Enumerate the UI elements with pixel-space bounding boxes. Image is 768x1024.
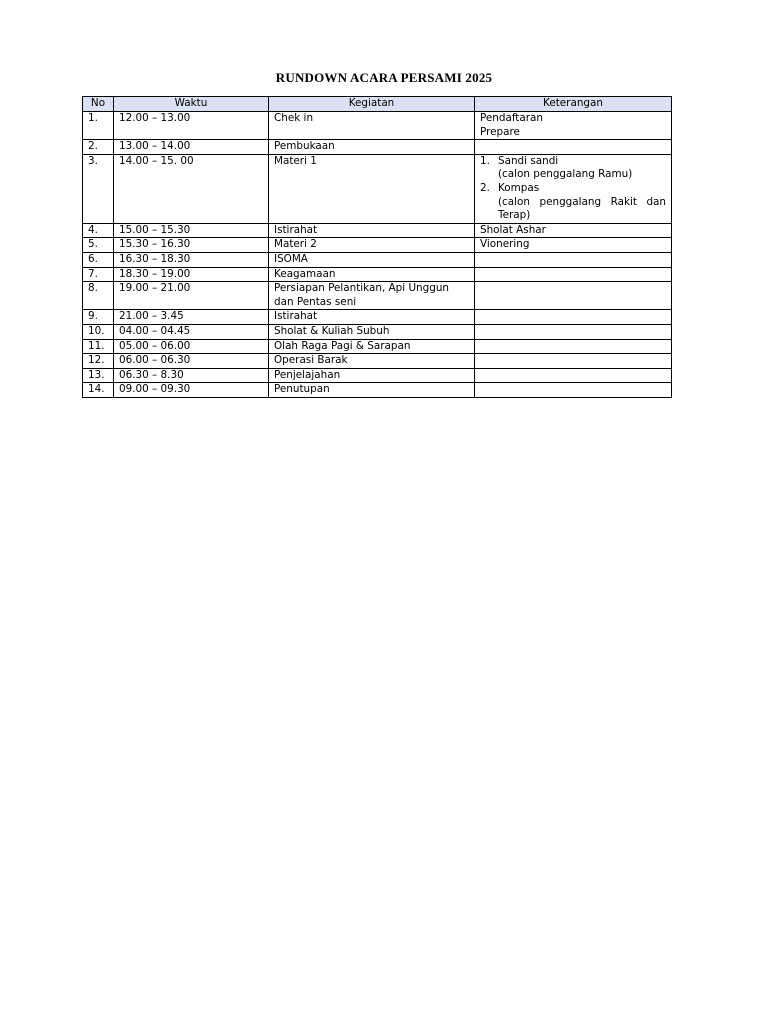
cell-keterangan — [475, 339, 672, 354]
cell-no: 12. — [83, 354, 114, 369]
keterangan-line: Sholat Ashar — [480, 223, 546, 236]
cell-kegiatan: Operasi Barak — [269, 354, 475, 369]
cell-keterangan — [475, 354, 672, 369]
list-number: 1. — [480, 154, 490, 167]
cell-kegiatan: Istirahat — [269, 310, 475, 325]
cell-waktu: 05.00 – 06.00 — [114, 339, 269, 354]
cell-kegiatan: Penjelajahan — [269, 368, 475, 383]
table-row — [83, 223, 672, 238]
table-row — [83, 238, 672, 253]
cell-no: 13. — [83, 368, 114, 383]
document-title: RUNDOWN ACARA PERSAMI 2025 — [275, 70, 493, 85]
cell-waktu: 13.00 – 14.00 — [114, 140, 269, 155]
table-row — [83, 282, 672, 310]
keterangan-line: Pendaftaran — [480, 112, 543, 124]
cell-kegiatan: Penutupan — [269, 383, 475, 398]
cell-waktu: 16.30 – 18.30 — [114, 252, 269, 267]
cell-keterangan — [475, 368, 672, 383]
cell-no: 7. — [83, 267, 114, 282]
header-keterangan: Keterangan — [475, 97, 672, 112]
list-number: 2. — [480, 181, 490, 194]
header-kegiatan: Kegiatan — [269, 97, 475, 112]
keterangan-list-item — [480, 182, 666, 223]
table-row — [83, 354, 672, 369]
cell-no: 11. — [83, 339, 114, 354]
cell-keterangan — [475, 383, 672, 398]
table-row — [83, 112, 672, 140]
cell-waktu: 06.00 – 06.30 — [114, 354, 269, 369]
cell-no: 5. — [83, 238, 114, 253]
cell-waktu: 04.00 – 04.45 — [114, 324, 269, 339]
list-item-note: (calon penggalang Ramu) — [498, 168, 633, 181]
rundown-table — [82, 96, 672, 398]
keterangan-list-item — [480, 155, 666, 182]
cell-no: 4. — [83, 223, 114, 238]
table-row — [83, 324, 672, 339]
table-row — [83, 154, 672, 223]
table-row — [83, 267, 672, 282]
cell-keterangan — [475, 324, 672, 339]
cell-keterangan — [475, 252, 672, 267]
table-header-row — [83, 97, 672, 112]
cell-kegiatan: Keagamaan — [269, 267, 475, 282]
table-row — [83, 310, 672, 325]
table-row — [83, 252, 672, 267]
cell-kegiatan: Pembukaan — [269, 140, 475, 155]
cell-keterangan — [475, 310, 672, 325]
list-item-title: Sandi sandi — [498, 154, 559, 167]
cell-keterangan — [475, 223, 672, 238]
list-item-title: Kompas — [498, 181, 540, 194]
header-no: No — [83, 97, 114, 112]
cell-no: 8. — [83, 282, 114, 310]
cell-kegiatan: Sholat & Kuliah Subuh — [269, 324, 475, 339]
cell-no: 3. — [83, 154, 114, 223]
cell-kegiatan: Olah Raga Pagi & Sarapan — [269, 339, 475, 354]
cell-no: 9. — [83, 310, 114, 325]
cell-kegiatan: ISOMA — [269, 252, 475, 267]
cell-no: 14. — [83, 383, 114, 398]
cell-no: 10. — [83, 324, 114, 339]
cell-kegiatan: Materi 2 — [269, 238, 475, 253]
cell-waktu: 19.00 – 21.00 — [114, 282, 269, 310]
cell-keterangan — [475, 154, 672, 223]
cell-no: 1. — [83, 112, 114, 140]
cell-waktu: 21.00 – 3.45 — [114, 310, 269, 325]
list-item-note: (calon penggalang Rakit dan Terap) — [498, 195, 666, 222]
cell-waktu: 14.00 – 15. 00 — [114, 154, 269, 223]
table-row — [83, 383, 672, 398]
keterangan-line: Prepare — [480, 125, 520, 138]
table-row — [83, 368, 672, 383]
keterangan-line: Vionering — [480, 238, 530, 251]
cell-waktu: 06.30 – 8.30 — [114, 368, 269, 383]
cell-kegiatan: Chek in — [269, 112, 475, 140]
cell-kegiatan: Istirahat — [269, 223, 475, 238]
cell-waktu: 18.30 – 19.00 — [114, 267, 269, 282]
cell-keterangan — [475, 267, 672, 282]
table-row — [83, 339, 672, 354]
cell-keterangan — [475, 238, 672, 253]
cell-keterangan — [475, 112, 672, 140]
header-waktu: Waktu — [114, 97, 269, 112]
cell-kegiatan: Materi 1 — [269, 154, 475, 223]
cell-waktu: 15.00 – 15.30 — [114, 223, 269, 238]
table-row — [83, 140, 672, 155]
cell-waktu: 12.00 – 13.00 — [114, 112, 269, 140]
cell-keterangan — [475, 282, 672, 310]
table-body — [83, 112, 672, 398]
cell-no: 2. — [83, 140, 114, 155]
cell-waktu: 09.00 – 09.30 — [114, 383, 269, 398]
cell-no: 6. — [83, 252, 114, 267]
cell-kegiatan: Persiapan Pelantikan, Api Unggun dan Pentas seni — [269, 282, 475, 310]
cell-keterangan — [475, 140, 672, 155]
cell-waktu: 15.30 – 16.30 — [114, 238, 269, 253]
